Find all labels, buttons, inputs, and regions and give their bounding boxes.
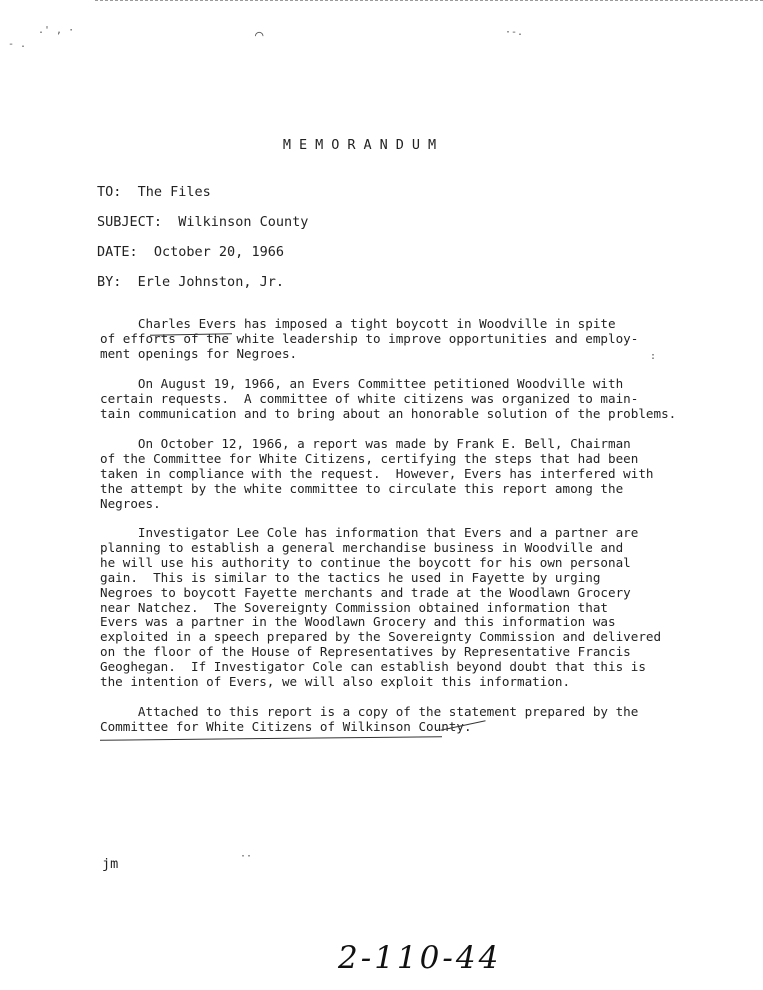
- scan-speck: :: [650, 351, 657, 362]
- paragraph-line: Committee for White Citizens of Wilkinson County.: [100, 718, 472, 734]
- paragraph-line: on the floor of the House of Representatives by Representative Francis: [100, 644, 631, 660]
- paragraph-1: [100, 317, 680, 362]
- paragraph-line: Investigator Lee Cole has information that Evers and a partner are: [100, 525, 639, 540]
- paragraph-line: planning to establish a general merchandise business in Woodville and: [100, 539, 624, 555]
- paragraph-line: Attached to this report is a copy of the statement prepared by the: [100, 704, 639, 719]
- paragraph-line: of the Committee for White Citizens, certifying the steps that had been: [100, 450, 639, 466]
- memo-heading: MEMORANDUM: [282, 137, 445, 153]
- paragraph-line: Negroes.: [100, 495, 161, 511]
- typist-initials: jm: [102, 856, 119, 872]
- scan-speck: ··: [240, 851, 253, 862]
- paragraph-line: the attempt by the white committee to circulate this report among the: [100, 480, 624, 496]
- paragraph-3: [100, 437, 680, 512]
- by-value: Erle Johnston, Jr.: [137, 274, 284, 290]
- to-label: TO:: [97, 184, 122, 200]
- paragraph-line: he will use his authority to continue the boycott for his own personal: [100, 554, 631, 570]
- date-label: DATE:: [97, 244, 138, 260]
- handwritten-file-number: 2-110-44: [338, 940, 502, 976]
- paragraph-line: Evers was a partner in the Woodlawn Grocery and this information was: [100, 614, 616, 630]
- paragraph-line: On October 12, 1966, a report was made by Frank E. Bell, Chairman: [100, 436, 631, 451]
- page-top-edge: [95, 0, 763, 6]
- scan-speck: .' , ·: [38, 25, 75, 36]
- date-field: [97, 244, 284, 260]
- paragraph-line: Negroes to boycott Fayette merchants and trade at the Woodlawn Grocery: [100, 584, 631, 600]
- subject-value: Wilkinson County: [178, 214, 309, 230]
- paragraph-line: exploited in a speech prepared by the Sovereignty Commission and delivered: [100, 629, 662, 645]
- paragraph-line: of efforts of the white leadership to improve opportunities and employ-: [100, 330, 639, 346]
- paragraph-line: tain communication and to bring about an honorable solution of the problems.: [100, 405, 677, 421]
- to-value: The Files: [137, 184, 211, 200]
- scan-speck: ·-.: [505, 27, 524, 38]
- paragraph-line: certain requests. A committee of white citizens was organized to main-: [100, 390, 639, 406]
- by-field: [97, 274, 284, 290]
- paragraph-5: [100, 705, 680, 735]
- pen-underline: [100, 736, 442, 741]
- by-label: BY:: [97, 274, 122, 290]
- paragraph-line: Charles Evers has imposed a tight boycott in Woodville in spite: [100, 316, 616, 331]
- scan-speck: ⌒: [255, 27, 264, 43]
- date-value: October 20, 1966: [153, 244, 284, 260]
- subject-field: [97, 214, 308, 230]
- paragraph-line: the intention of Evers, we will also exploit this information.: [100, 674, 571, 690]
- paragraph-line: near Natchez. The Sovereignty Commission obtained information that: [100, 599, 608, 615]
- paragraph-2: [100, 377, 680, 422]
- paragraph-line: ment openings for Negroes.: [100, 345, 298, 361]
- scan-speck: - .: [8, 39, 27, 50]
- subject-label: SUBJECT:: [97, 214, 163, 230]
- paragraph-line: Geoghegan. If Investigator Cole can establish beyond doubt that this is: [100, 659, 646, 675]
- paragraph-line: gain. This is similar to the tactics he used in Fayette by urging: [100, 569, 601, 585]
- to-field: [97, 184, 211, 200]
- paragraph-line: On August 19, 1966, an Evers Committee petitioned Woodville with: [100, 376, 624, 391]
- paragraph-line: taken in compliance with the request. However, Evers has interfered with: [100, 465, 654, 481]
- paragraph-4: [100, 526, 680, 690]
